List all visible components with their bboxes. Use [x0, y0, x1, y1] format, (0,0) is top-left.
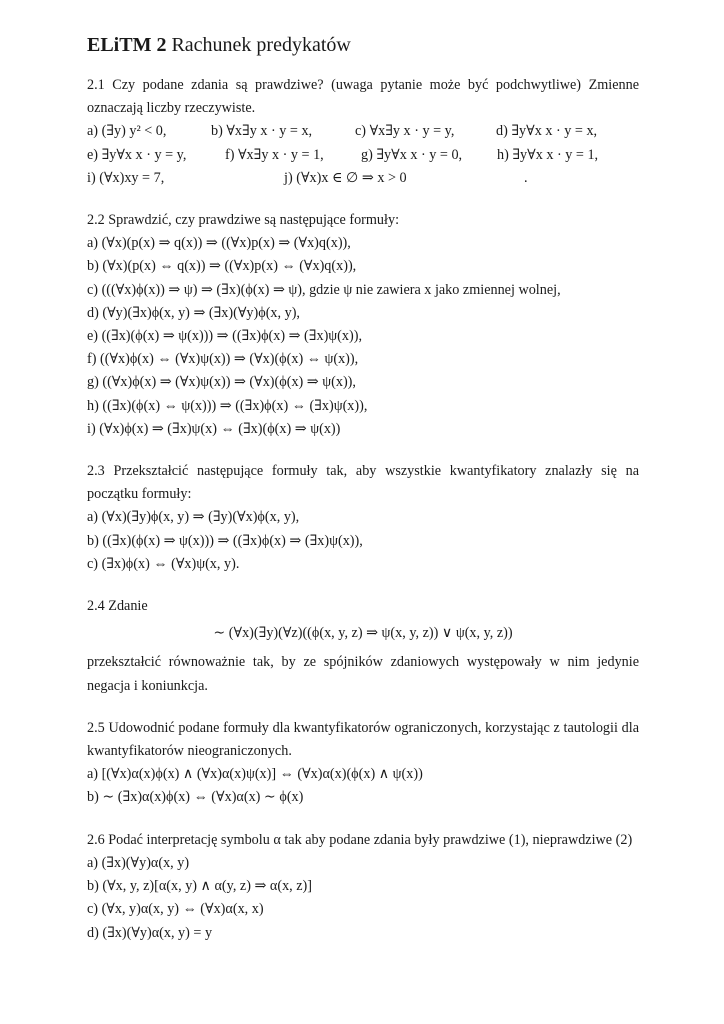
section-2-4: [87, 595, 639, 698]
item-2-1-i: i) (∀x)xy = 7,: [87, 169, 165, 186]
title-rest: Rachunek predykatów: [166, 34, 351, 56]
formula-2-3-b: b) ((∃x)(ϕ(x) ⇒ ψ(x))) ⇒ ((∃x)ϕ(x) ⇒ (∃x)ψ(x)),: [87, 532, 363, 549]
formula-2-2-a: a) (∀x)(p(x) ⇒ q(x)) ⇒ ((∀x)p(x) ⇒ (∀x)q(x)),: [87, 235, 351, 252]
section-2-6-intro: 2.6 Podać interpretację symbolu α tak aby podane zdania były prawdziwe (1), nieprawdziwe (2): [87, 831, 633, 848]
formula-2-2-c: c) (((∀x)ϕ(x)) ⇒ ψ) ⇒ (∃x)(ϕ(x) ⇒ ψ), gdzie ψ nie zawiera x jako zmiennej wolnej,: [87, 281, 561, 298]
formula-2-2-f: f) ((∀x)ϕ(x) ⇔ (∀x)ψ(x)) ⇒ (∀x)(ϕ(x) ⇔ ψ(x)),: [87, 351, 359, 368]
section-2-5-intro: 2.5 Udowodnić podane formuły dla kwantyfikatorów ograniczonych, korzystając z tautologii dla kwantyfikatorów nieograniczonych.: [87, 719, 639, 760]
section-2-1-row-1: [87, 120, 639, 143]
section-2-3-intro: 2.3 Przekształcić następujące formuły tak, aby wszystkie kwantyfikatory znalazły się na początku formuły:: [87, 463, 639, 503]
formula-2-2-d: d) (∀y)(∃x)ϕ(x, y) ⇒ (∃x)(∀y)ϕ(x, y),: [87, 304, 300, 321]
item-2-1-h: h) ∃y∀x x · y = 1,: [497, 146, 599, 163]
item-2-1-a: a) (∃y) y² < 0,: [87, 123, 167, 140]
item-2-1-d: d) ∃y∀x x · y = x,: [496, 123, 598, 140]
section-2-1-row-2: [87, 144, 639, 167]
section-2-1-intro: 2.1 Czy podane zdania są prawdziwe? (uwaga pytanie może być podchwytliwe) Zmienne oznaczają liczby rzeczywiste.: [87, 77, 639, 117]
formula-2-6-d: d) (∃x)(∀y)α(x, y) = y: [87, 924, 213, 941]
title-bold: ELiTM 2: [87, 34, 167, 56]
formula-2-2-h: h) ((∃x)(ϕ(x) ⇔ ψ(x))) ⇒ ((∃x)ϕ(x) ⇔ (∃x)ψ(x)),: [87, 397, 368, 414]
formula-2-5-b: b) ∼ (∃x)α(x)ϕ(x) ⇔ (∀x)α(x) ∼ ϕ(x): [87, 789, 304, 806]
document-page: [87, 30, 639, 964]
formula-2-6-c: c) (∀x, y)α(x, y) ⇔ (∀x)α(x, x): [87, 901, 264, 918]
item-2-1-c: c) ∀x∃y x · y = y,: [355, 123, 455, 140]
formula-2-2-b: b) (∀x)(p(x) ⇔ q(x)) ⇒ ((∀x)p(x) ⇔ (∀x)q(x)),: [87, 258, 357, 275]
item-2-1-b: b) ∀x∃y x · y = x,: [211, 123, 313, 140]
item-2-1-f: f) ∀x∃y x · y = 1,: [225, 146, 324, 163]
formula-2-4-display: ∼ (∀x)(∃y)(∀z)((ϕ(x, y, z) ⇒ ψ(x, y, z)) ∨ ψ(x, y, z)): [213, 625, 513, 642]
section-2-3: [87, 460, 639, 576]
section-2-1: [87, 74, 639, 190]
page-title: [87, 30, 639, 60]
formula-2-6-a: a) (∃x)(∀y)α(x, y): [87, 854, 190, 871]
formula-2-5-a: a) [(∀x)α(x)ϕ(x) ∧ (∀x)α(x)ψ(x)] ⇔ (∀x)α(x)(ϕ(x) ∧ ψ(x)): [87, 766, 423, 783]
formula-2-6-b: b) (∀x, y, z)[α(x, y) ∧ α(y, z) ⇒ α(x, z)]: [87, 878, 313, 895]
item-2-1-e: e) ∃y∀x x · y = y,: [87, 146, 187, 163]
formula-2-2-e: e) ((∃x)(ϕ(x) ⇒ ψ(x))) ⇒ ((∃x)ϕ(x) ⇒ (∃x)ψ(x)),: [87, 328, 362, 345]
formula-2-2-i: i) (∀x)ϕ(x) ⇒ (∃x)ψ(x) ⇔ (∃x)(ϕ(x) ⇒ ψ(x)): [87, 420, 341, 437]
section-2-4-intro: 2.4 Zdanie: [87, 598, 148, 615]
formula-2-3-c: c) (∃x)ϕ(x) ⇔ (∀x)ψ(x, y).: [87, 555, 240, 572]
section-2-6: [87, 829, 639, 945]
item-2-1-g: g) ∃y∀x x · y = 0,: [361, 146, 463, 163]
section-2-4-outro: przekształcić równoważnie tak, by ze spójników zdaniowych występowały w nim jedynie negacja i koniunkcja.: [87, 654, 639, 694]
section-2-5: [87, 717, 639, 810]
formula-2-3-a: a) (∀x)(∃y)ϕ(x, y) ⇒ (∃y)(∀x)ϕ(x, y),: [87, 509, 300, 526]
section-2-1-row-3: [87, 167, 639, 190]
item-2-1-j: j) (∀x)x ∈ ∅ ⇒ x > 0: [284, 169, 407, 186]
section-2-2: [87, 209, 639, 441]
formula-2-2-g: g) ((∀x)ϕ(x) ⇒ (∀x)ψ(x)) ⇒ (∀x)(ϕ(x) ⇒ ψ(x)),: [87, 374, 356, 391]
section-2-2-intro: 2.2 Sprawdzić, czy prawdziwe są następujące formuły:: [87, 212, 400, 229]
row-period: .: [524, 169, 528, 186]
